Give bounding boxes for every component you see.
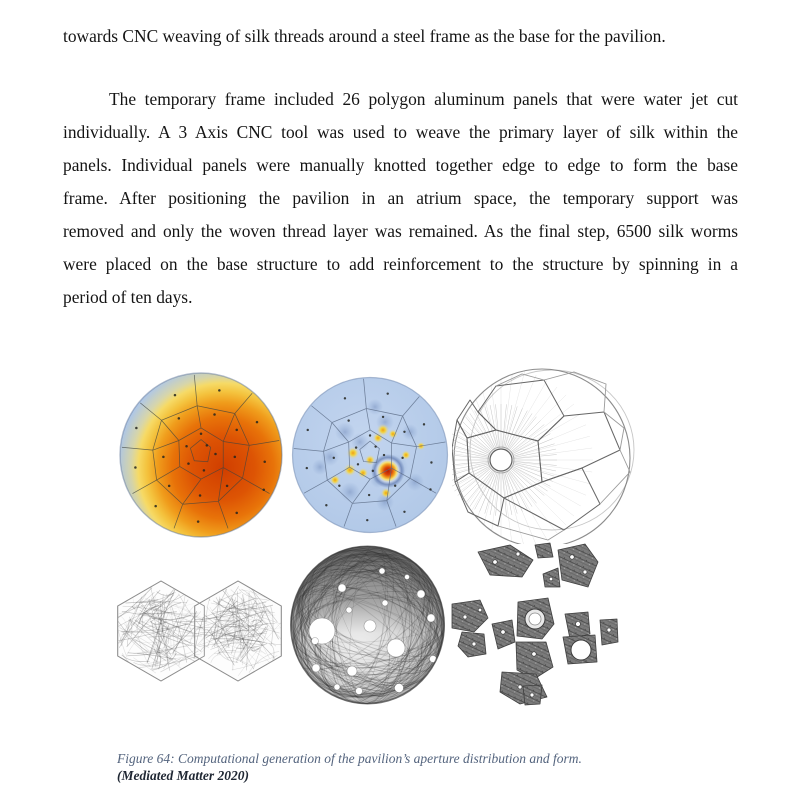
- figure-caption: [117, 750, 677, 784]
- paragraph-2-line-3: panels. Individual panels were manually knotted together edge to edge to form the base: [63, 155, 738, 175]
- paragraph-2-line-6: were placed on the base structure to add reinforcement to the structure by spinning in a: [63, 254, 738, 274]
- aperture-spots-disc: [291, 376, 449, 534]
- paragraph-2-line-2: individually. A 3 Axis CNC tool was used to weave the primary layer of silk within the: [63, 122, 738, 142]
- thread-hexagon-panels: [116, 580, 282, 682]
- paragraph-2-line-7: period of ten days.: [63, 287, 193, 307]
- woven-thread-sphere: [289, 545, 446, 705]
- body-text: [63, 20, 738, 314]
- paragraph-2-line-5: removed and only the woven thread layer was remained. As the final step, 6500 silk worms: [63, 221, 738, 241]
- figure-caption-line1: Figure 64: Computational generation of the pavilion’s aperture distribution and form.: [117, 751, 582, 766]
- figure-caption-line2: (Mediated Matter 2020): [117, 768, 249, 783]
- paragraph-2-line-1: The temporary frame included 26 polygon aluminum panels that were water jet cut: [109, 89, 738, 109]
- unrolled-panel-layout: [450, 542, 650, 712]
- aperture-heatmap-disc: [119, 372, 283, 538]
- paragraph-2-line-4: frame. After positioning the pavilion in an atrium space, the temporary support was: [63, 188, 738, 208]
- paragraph-1: towards CNC weaving of silk threads around a steel frame as the base for the pavilion.: [63, 26, 666, 46]
- paragraph-2: [63, 83, 738, 314]
- wireframe-panel-sphere: [452, 366, 636, 544]
